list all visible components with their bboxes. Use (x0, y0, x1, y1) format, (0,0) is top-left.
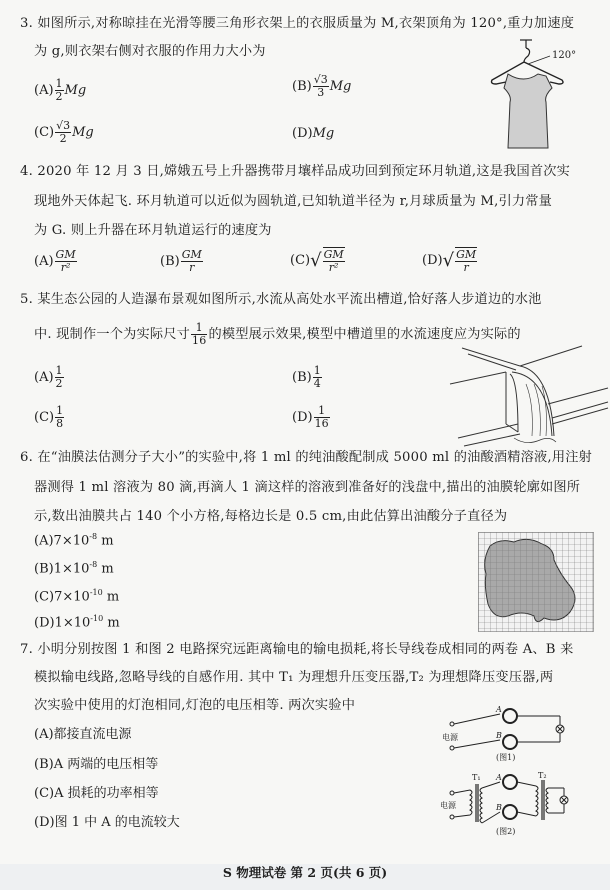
q6-line-2: 器测得 1 ml 溶液为 80 滴,再滴人 1 滴这样的溶液到准备好的浅盘中,描出的油膜轮廓如图所 (34, 480, 581, 495)
q6-line-1: 6. 在“油膜法估测分子大小”的实验中,将 1 ml 的纯油酸配制成 5000 ml 的油酸酒精溶液,用注射 (20, 450, 592, 465)
svg-text:A: A (496, 773, 502, 782)
circuit-figures (440, 700, 600, 840)
svg-text:T₂: T₂ (538, 771, 547, 780)
page-footer: S 物理试卷 第 2 页(共 6 页) (222, 865, 388, 880)
q4-option-a[interactable]: (A) $\frac{GM}{\text{r²}}$ (34, 248, 76, 274)
q4-option-d[interactable]: (D)√ $\frac{GM}{r}$ (422, 248, 477, 274)
q7-line-2: 模拟输电线路,忽略导线的自感作用. 其中 T₁ 为理想升压变压器,T₂ 为理想降压变压器,两 (34, 670, 554, 685)
q3-option-d[interactable]: (D)Mg (292, 126, 335, 141)
svg-text:(图2): (图2) (496, 827, 516, 836)
q4-line-2: 现地外天体起飞. 环月轨道可以近似为圆轨道,已知轨道半径为 r,月球质量为 M,引力常量 (34, 194, 553, 209)
q5-option-a[interactable]: (A) $\frac{1}{2}$ (34, 364, 63, 390)
q7-line-3: 次实验中使用的灯泡相同,灯泡的电压相等. 两次实验中 (34, 698, 356, 713)
q7-option-c[interactable]: (C)A 损耗的功率相等 (34, 786, 159, 801)
q7-option-d[interactable]: (D)图 1 中 A 的电流较大 (34, 815, 180, 830)
q4-line-1: 4. 2020 年 12 月 3 日,嫦娥五号上升器携带月壤样品成功回到预定环月轨道,这是我国首次实 (20, 164, 571, 179)
q3-option-a[interactable]: (A) $\frac{1}{2}$ Mg (34, 77, 87, 103)
q6-line-3: 示,数出油膜共占 140 个小方格,每格边长是 0.5 cm,由此估算出油酸分子直径为 (34, 509, 508, 524)
q3-option-c[interactable]: (C) $\frac{√3}{2}$ Mg (34, 119, 94, 145)
q5-option-b[interactable]: (B) $\frac{1}{4}$ (292, 364, 321, 390)
q5-line-1: 5. 某生态公园的人造瀑布景观如图所示,水流从高处水平流出槽道,恰好落人步道边的水池 (20, 292, 542, 307)
q7-option-b[interactable]: (B)A 两端的电压相等 (34, 757, 159, 772)
q6-option-a[interactable]: $(A)7\times 10^{-8}$ m (34, 532, 114, 549)
q4-option-b[interactable]: (B) $\frac{GM}{r}$ (160, 248, 202, 274)
waterfall-figure (448, 344, 610, 448)
svg-text:T₁: T₁ (472, 773, 481, 782)
q5-line-2: 中. 现制作一个为实际尺寸 $\frac{1}{16}$ 的模型展示效果,模型中槽道里的水流速度应为实际的 (34, 321, 521, 347)
q7-option-a[interactable]: (A)都接直流电源 (34, 727, 132, 742)
svg-text:A: A (496, 705, 502, 714)
hanger-shirt-figure (490, 36, 605, 156)
q3-option-b[interactable]: (B) $\frac{√3}{3}$ Mg (292, 73, 352, 99)
svg-text:电源: 电源 (442, 733, 458, 742)
q6-option-d[interactable]: $(D)1\times 10^{-10}$ m (34, 614, 120, 631)
q3-line-1: 3. 如图所示,对称晾挂在光滑等腰三角形衣架上的衣服质量为 M,衣架顶角为 120°,重力加速度 (20, 16, 575, 31)
svg-text:电源: 电源 (440, 801, 456, 810)
svg-text:(图1): (图1) (496, 753, 516, 762)
svg-text:B: B (496, 731, 502, 740)
q7-line-1: 7. 小明分别按图 1 和图 2 电路探究远距离输电的输电损耗,将长导线卷成相同的两卷 A、B 来 (20, 642, 574, 657)
q3-line-2: 为 g,则衣架右侧对衣服的作用力大小为 (34, 44, 266, 59)
q6-option-b[interactable]: $(B)1\times 10^{-8}$ m (34, 560, 114, 577)
q5-option-d[interactable]: (D) $\frac{1}{16}$ (292, 404, 329, 430)
q4-option-c[interactable]: (C)√ $\frac{GM}{\text{r²}}$ (290, 248, 344, 274)
q4-line-3: 为 G. 则上升器在环月轨道运行的速度为 (34, 223, 272, 238)
svg-text:B: B (496, 803, 502, 812)
q6-option-c[interactable]: $(C)7\times 10^{-10}$ m (34, 588, 120, 605)
q5-option-c[interactable]: (C) $\frac{1}{8}$ (34, 404, 64, 430)
svg-text:120°: 120° (552, 50, 577, 61)
oil-film-grid-figure (478, 532, 594, 632)
